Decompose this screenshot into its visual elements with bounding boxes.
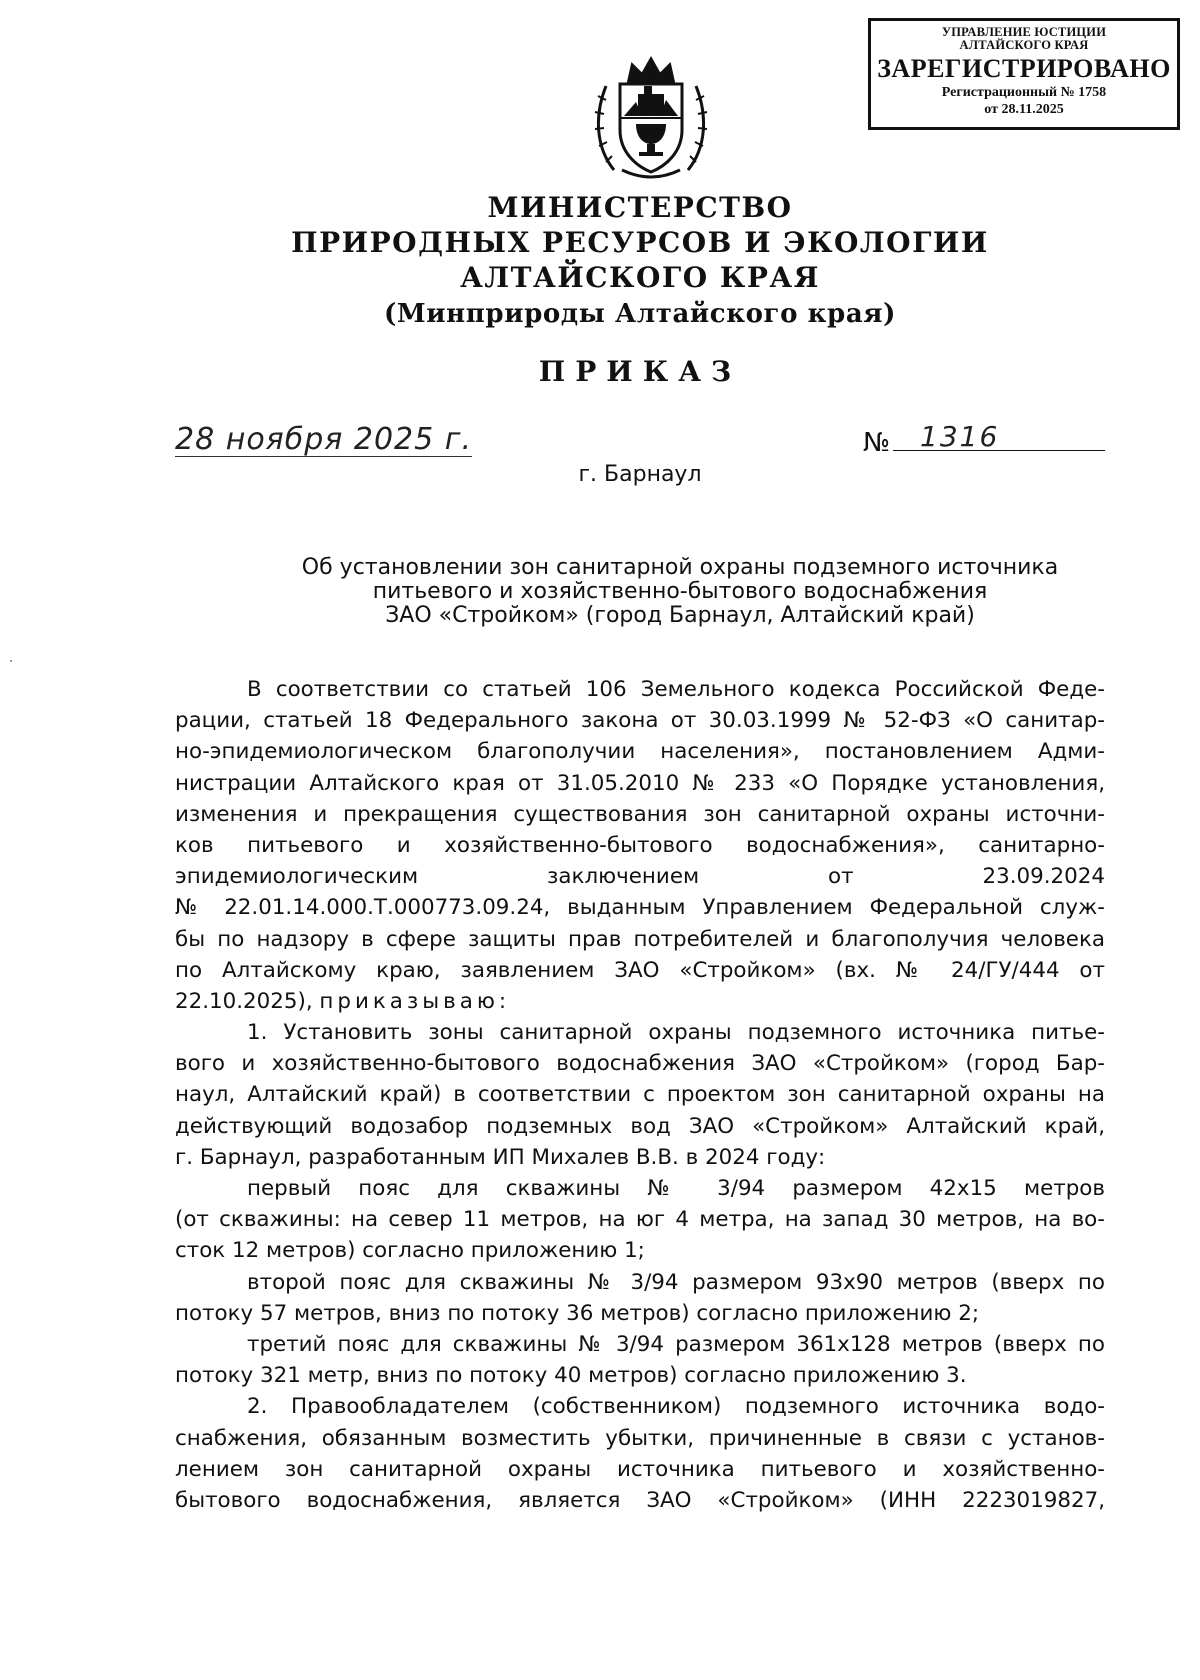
- text-line: действующий водозабор подземных вод ЗАО «Стройком» Алтайский край,: [175, 1113, 1105, 1139]
- ministry-short-name: (Минприроды Алтайского края): [384, 299, 896, 329]
- paragraph-zone-2: [175, 1267, 1105, 1329]
- paragraph-item-2: [175, 1391, 1105, 1516]
- text-line: снабжения, обязанным возместить убытки, причиненные в связи с установ-: [175, 1425, 1105, 1451]
- ministry-title-line3: АЛТАЙСКОГО КРАЯ: [460, 261, 820, 294]
- stamp-date: от 28.11.2025: [984, 102, 1064, 117]
- text-line: эпидемиологическим заключением от 23.09.2024: [175, 864, 1105, 890]
- text-line: 1. Установить зоны санитарной охраны подземного источника питье-: [247, 1020, 1105, 1046]
- text-line: потоку 57 метров, вниз по потоку 36 метров) согласно приложению 2;: [175, 1300, 980, 1326]
- order-number-handwritten: 1316: [920, 420, 1000, 453]
- text-line: бы по надзору в сфере защиты прав потребителей и благополучия человека: [175, 926, 1105, 952]
- text-line: нистрации Алтайского края от 31.05.2010 № 233 «О Порядке установления,: [175, 770, 1105, 796]
- stamp-org-line1: УПРАВЛЕНИЕ ЮСТИЦИИ: [941, 25, 1107, 39]
- text-line: изменения и прекращения существования зон санитарной охраны источни-: [175, 801, 1105, 827]
- order-body: [175, 674, 1105, 1516]
- stamp-org-line2: АЛТАЙСКОГО КРАЯ: [959, 38, 1089, 52]
- ministry-title-line1: МИНИСТЕРСТВО: [487, 191, 793, 224]
- text-fragment: 22.10.2025),: [175, 988, 320, 1014]
- registration-stamp: [868, 18, 1180, 130]
- text-line: № 22.01.14.000.Т.000773.09.24, выданным Управлением Федеральной служ-: [175, 895, 1105, 921]
- stamp-registration-number: Регистрационный № 1758: [941, 85, 1107, 100]
- text-line: [175, 986, 1105, 1017]
- scan-speck: [10, 660, 12, 662]
- subject-line: ЗАО «Стройком» (город Барнаул, Алтайский край): [385, 603, 975, 628]
- order-date-handwritten: 28 ноября 2025 г.: [175, 422, 473, 457]
- text-line: В соответствии со статьей 106 Земельного кодекса Российской Феде-: [247, 677, 1105, 702]
- text-line: 2. Правообладателем (собственником) подземного источника водо-: [247, 1394, 1105, 1420]
- text-line: ков питьевого и хозяйственно-бытового водоснабжения», санитарно-: [175, 832, 1105, 858]
- order-verb: приказываю:: [319, 988, 511, 1014]
- text-line: потоку 321 метр, вниз по потоку 40 метров) согласно приложению 3.: [175, 1363, 967, 1389]
- subject-line: Об установлении зон санитарной охраны подземного источника: [301, 555, 1059, 580]
- text-line: но-эпидемиологическом благополучии населения», постановлением Адми-: [175, 739, 1105, 765]
- document-type: ПРИКАЗ: [538, 355, 742, 388]
- text-line: бытового водоснабжения, является ЗАО «Стройком» (ИНН 2223019827,: [175, 1487, 1105, 1513]
- text-line: третий пояс для скважины № 3/94 размером 361х128 метров (вверх по: [247, 1331, 1105, 1357]
- paragraph-preamble: [175, 674, 1105, 1017]
- paragraph-zone-3: [175, 1329, 1105, 1391]
- subject-line: питьевого и хозяйственно-бытового водоснабжения: [372, 579, 988, 604]
- text-line: вого и хозяйственно-бытового водоснабжения ЗАО «Стройком» (город Бар-: [175, 1051, 1105, 1077]
- stamp-title: ЗАРЕГИСТРИРОВАНО: [877, 54, 1171, 83]
- order-subject: [250, 556, 1110, 628]
- paragraph-item-1: [175, 1017, 1105, 1173]
- text-line: наул, Алтайский край) в соответствии с проектом зон санитарной охраны на: [175, 1082, 1105, 1108]
- text-line: (от скважины: на север 11 метров, на юг 4 метра, на запад 30 метров, на во-: [175, 1207, 1105, 1233]
- text-line: лением зон санитарной охраны источника питьевого и хозяйственно-: [175, 1456, 1105, 1482]
- order-city: г. Барнаул: [578, 462, 702, 487]
- text-line: по Алтайскому краю, заявлением ЗАО «Стройком» (вх. № 24/ГУ/444 от: [175, 957, 1105, 983]
- text-line: г. Барнаул, разработанным ИП Михалев В.В. в 2024 году:: [175, 1144, 826, 1170]
- text-line: второй пояс для скважины № 3/94 размером 93х90 метров (вверх по: [247, 1269, 1105, 1295]
- text-line: сток 12 метров) согласно приложению 1;: [175, 1238, 645, 1264]
- text-line: первый пояс для скважины № 3/94 размером 42х15 метров: [247, 1176, 1105, 1201]
- text-line: рации, статьей 18 Федерального закона от 30.03.1999 № 52-ФЗ «О санитар-: [175, 708, 1105, 734]
- altai-krai-coat-of-arms-icon: [592, 52, 710, 184]
- order-number-sign: №: [863, 428, 891, 458]
- paragraph-zone-1: [175, 1173, 1105, 1267]
- ministry-title-line2: ПРИРОДНЫХ РЕСУРСОВ И ЭКОЛОГИИ: [291, 226, 989, 259]
